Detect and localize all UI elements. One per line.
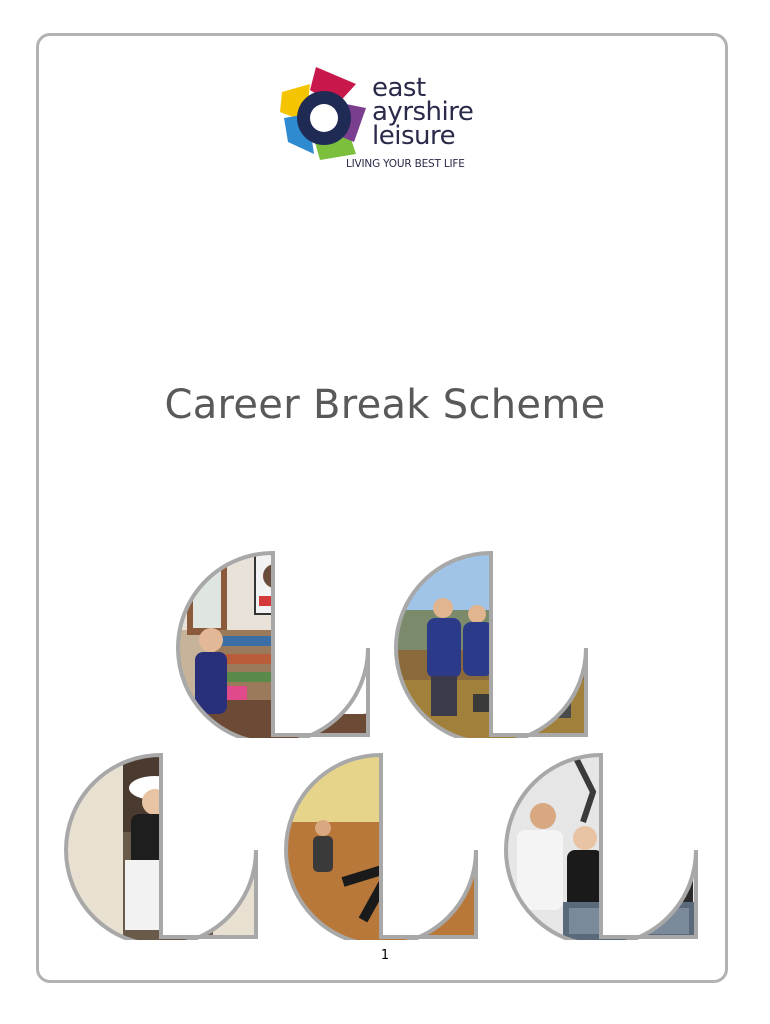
east-ayrshire-leisure-logo [276,62,506,174]
logo-mark-icon [276,62,376,162]
page-title: Career Break Scheme [164,382,606,428]
outdoor-volunteers-photo [393,550,589,738]
logo-word-east: east [372,73,426,103]
page-number: 1 [380,948,390,963]
logo-word-ayrshire: ayrshire [372,97,474,127]
dance-class-photo [283,752,479,940]
logo-word-leisure: leisure [372,121,456,151]
heritage-costume-photo [63,752,259,940]
logo-tagline: LIVING YOUR BEST LIFE [346,158,465,170]
museum-display-photo [503,752,699,940]
logo-wordmark [372,73,474,151]
library-children-reading-photo [175,550,371,738]
